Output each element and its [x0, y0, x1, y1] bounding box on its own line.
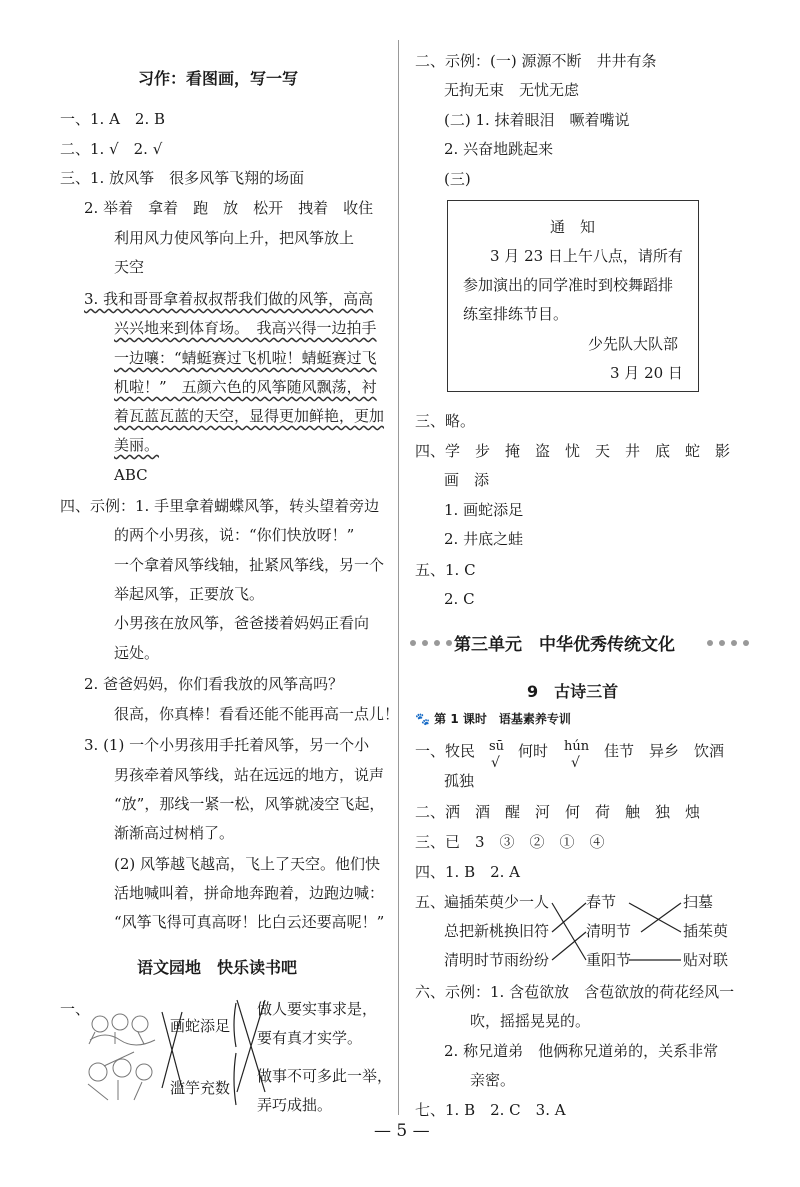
answer-line: 2. 兴奋地跳起来	[444, 140, 554, 158]
festival-item: 春节	[586, 893, 617, 911]
wavy-text: 兴兴地来到体育场。 我高兴得一边拍手	[114, 319, 377, 337]
answer-line: 二、示例：(一) 源源不断 井井有条	[415, 52, 657, 70]
wavy-text: 着瓦蓝瓦蓝的天空，显得更加鲜艳，更加	[114, 407, 385, 425]
answer-line: 的两个小男孩，说：“你们快放呀！”	[114, 526, 355, 544]
custom-item: 贴对联	[683, 951, 729, 969]
answer-line: 五、	[415, 893, 446, 911]
page-number: — 5 —	[374, 1121, 430, 1141]
answer-line: 佳节 异乡 饮酒	[604, 742, 725, 760]
answer-line: 七、1. B 2. C 3. A	[415, 1101, 566, 1119]
answer-line: 2. 举着 拿着 跑 放 松开 拽着 收住	[84, 199, 374, 217]
answer-line: 利用风力使风筝向上升，把风筝放上	[114, 229, 355, 247]
answer-line: 天空	[114, 258, 145, 276]
answer-line: 小男孩在放风筝，爸爸搂着妈妈正看向	[114, 614, 370, 632]
meaning-line: 要有真才实学。	[257, 1029, 363, 1047]
wavy-text: 3. 我和哥哥拿着叔叔帮我们做的风筝，高高	[84, 290, 374, 308]
check-icon: √	[571, 755, 580, 771]
lesson-subtitle: 🐾 第 1 课时 语基素养专训	[415, 712, 571, 726]
meaning-line: 做事不可多此一举，	[257, 1067, 393, 1085]
answer-line: 三、1. 放风筝 很多风筝飞翔的场面	[60, 169, 305, 187]
meaning-line: 弄巧成拙。	[257, 1096, 333, 1114]
festival-item: 清明节	[586, 922, 632, 940]
answer-line: 四、1. B 2. A	[415, 863, 521, 881]
notice-title: 通 知	[550, 218, 596, 236]
answer-line: 1. 画蛇添足	[444, 501, 524, 519]
answer-line: 一个拿着风筝线轴，扯紧风筝线，另一个	[114, 556, 385, 574]
answer-line: 吹，摇摇晃晃的。	[470, 1012, 591, 1030]
answer-line: 2. 井底之蛙	[444, 530, 524, 548]
answer-line: (2) 风筝越飞越高，飞上了天空。他们快	[114, 855, 381, 873]
answer-line: 亲密。	[470, 1071, 516, 1089]
lesson-title: 9 古诗三首	[527, 682, 619, 701]
unit-title: 第三单元 中华优秀传统文化	[454, 635, 675, 655]
answer-line: 渐渐高过树梢了。	[114, 824, 235, 842]
pinyin-su: sū	[489, 739, 505, 754]
festival-item: 重阳节	[586, 951, 632, 969]
meaning-line: 做人要实事求是，	[257, 1000, 378, 1018]
answer-line: “风筝飞得可真高呀！比白云还要高呢！”	[114, 913, 385, 931]
answer-line: 三、略。	[415, 412, 476, 430]
wavy-text: 机啦！” 五颜六色的风筝随风飘荡，衬	[114, 378, 377, 396]
wavy-text: 美丽。	[114, 436, 160, 454]
answer-line: 3. (1) 一个小男孩用手托着风筝，另一个小	[84, 736, 370, 754]
answer-line: 远处。	[114, 644, 160, 662]
answer-line: 三、已 3 ③ ② ① ④	[415, 833, 605, 851]
custom-item: 扫墓	[683, 893, 714, 911]
poem-line: 遍插茱萸少一人	[444, 893, 550, 911]
answer-line: 何时	[518, 742, 549, 760]
answer-line: (三)	[444, 170, 471, 188]
match-number: 一、	[60, 1000, 91, 1018]
answer-line: 四、学 步 掩 盗 忧 天 井 底 蛇 影	[415, 442, 731, 460]
idiom-yu: 滥竽充数	[170, 1079, 231, 1097]
poem-line: 清明时节雨纷纷	[444, 951, 550, 969]
answer-line: 二、洒 酒 醒 河 何 荷 触 独 烛	[415, 803, 701, 821]
answer-line: 孤独	[444, 772, 475, 790]
answer-line: 画 添	[444, 471, 490, 489]
check-icon: √	[491, 755, 500, 771]
answer-line: 举起风筝，正要放飞。	[114, 585, 265, 603]
idiom-snake: 画蛇添足	[170, 1017, 231, 1035]
poem-line: 总把新桃换旧符	[444, 922, 550, 940]
answer-line: 男孩牵着风筝线，站在远远的地方，说声	[114, 766, 385, 784]
answer-line: 二、1. √ 2. √	[60, 140, 163, 158]
answer-line: 活地喊叫着，拼命地奔跑着，边跑边喊：	[114, 884, 385, 902]
answer-line: 五、1. C	[415, 561, 476, 579]
answer-line: “放”，那线一紧一松，风筝就凌空飞起，	[114, 795, 385, 813]
answer-line: ABC	[114, 466, 148, 484]
answer-line: 2. C	[444, 590, 475, 608]
answer-line: 2. 爸爸妈妈，你们看我放的风筝高吗？	[84, 675, 344, 693]
notice-signature: 少先队大队部	[588, 335, 679, 353]
answer-line: (二) 1. 抹着眼泪 噘着嘴说	[444, 111, 630, 129]
custom-item: 插茱萸	[683, 922, 729, 940]
pinyin-hun: hún	[564, 739, 590, 754]
answer-line: 2. 称兄道弟 他俩称兄道弟的，关系非常	[444, 1042, 719, 1060]
answer-line: 很高，你真棒！看看还能不能再高一点儿！	[114, 705, 400, 723]
notice-line: 练室排练节目。	[463, 305, 569, 323]
answer-line: 六、示例：1. 含苞欲放 含苞欲放的荷花经风一	[415, 983, 735, 1001]
section-title-garden: 语文园地 快乐读书吧	[137, 958, 298, 977]
notice-date: 3 月 20 日	[610, 364, 683, 382]
answer-line: 无拘无束 无忧无虑	[444, 81, 580, 99]
notice-line: 3 月 23 日上午八点，请所有	[490, 247, 683, 265]
answer-line: 一、牧民	[415, 742, 476, 760]
section-title-writing: 习作：看图画，写一写	[138, 69, 299, 88]
paw-icon: 🐾	[415, 712, 430, 726]
answer-line: 四、示例：1. 手里拿着蝴蝶风筝，转头望着旁边	[60, 497, 380, 515]
wavy-text: 一边嚷：“蜻蜓赛过飞机啦！蜻蜓赛过飞	[114, 349, 377, 367]
notice-line: 参加演出的同学准时到校舞蹈排	[463, 276, 674, 294]
answer-line: 一、1. A 2. B	[60, 110, 166, 128]
